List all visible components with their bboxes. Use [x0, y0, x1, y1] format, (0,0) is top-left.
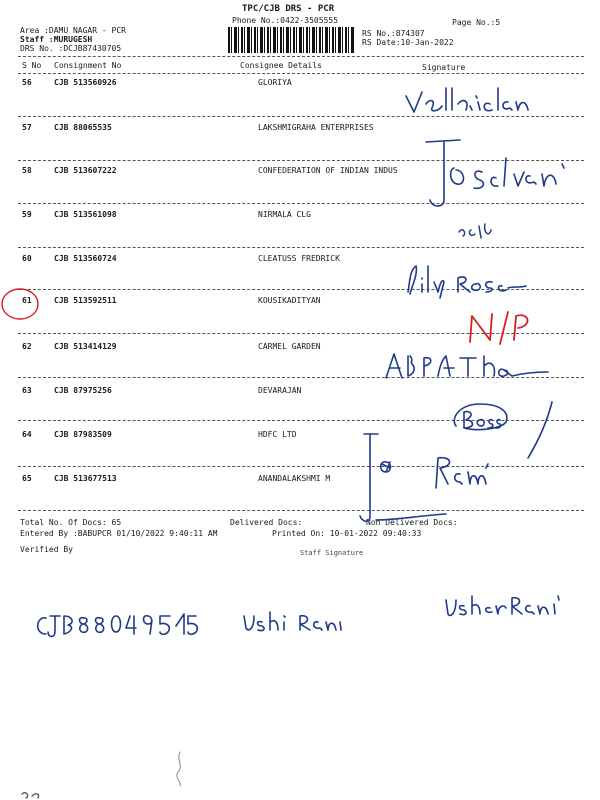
- col-header-consignment: Consignment No: [54, 61, 122, 70]
- row-consignee: LAKSHMIGRAHA ENTERPRISES: [258, 123, 374, 132]
- row-sno: 64: [22, 430, 32, 439]
- row-divider: [18, 160, 584, 161]
- staff-signature-label: Staff Signature: [300, 549, 364, 557]
- row-consignee: KOUSIKADITYAN: [258, 296, 321, 305]
- margin-scribble-mark: [166, 748, 196, 788]
- handwritten-consignment-number: [30, 608, 210, 644]
- staff-label: Staff :MURUGESH: [20, 35, 93, 44]
- row-consignment-no: CJB 513592511: [54, 296, 117, 305]
- row-sno: 63: [22, 386, 32, 395]
- row-consignee: HDFC LTD: [258, 430, 297, 439]
- row-consignee: DEVARAJAN: [258, 386, 302, 395]
- area-label: Area :DAMU NAGAR - PCR: [20, 26, 126, 35]
- row-consignment-no: CJB 513677513: [54, 474, 117, 483]
- printed-on: Printed On: 10-01-2022 09:40:33: [272, 529, 422, 538]
- row-sno: 57: [22, 123, 32, 132]
- signature-row-65: [356, 428, 506, 528]
- signature-row-61: [462, 308, 562, 348]
- row-sno: 56: [22, 78, 32, 87]
- row-consignee: ANANDALAKSHMI M: [258, 474, 331, 483]
- col-header-sno: S No: [22, 61, 42, 70]
- row-consignment-no: CJB 88065535: [54, 123, 112, 132]
- row-consignee: GLORIYA: [258, 78, 292, 87]
- barcode: [228, 27, 354, 53]
- row-sno: 62: [22, 342, 32, 351]
- non-delivered-docs: Non Delivered Docs:: [366, 518, 458, 527]
- phone-number: Phone No.:0422-3505555: [232, 16, 338, 25]
- row-divider: [18, 289, 584, 290]
- column-header-rule: [18, 73, 584, 74]
- row-divider: [18, 420, 584, 421]
- signature-row-60: [400, 258, 540, 300]
- row-consignment-no: CJB 87975256: [54, 386, 112, 395]
- margin-scribble-mark: [18, 786, 48, 800]
- signature-row-62: [380, 348, 560, 384]
- row-sno: 59: [22, 210, 32, 219]
- col-header-consignee: Consignee Details: [240, 61, 322, 70]
- page-number: Page No.:5: [452, 18, 501, 27]
- delivered-docs: Delivered Docs:: [230, 518, 303, 527]
- row-consignment-no: CJB 513607222: [54, 166, 117, 175]
- drs-number: DRS No. :DCJB87430705: [20, 44, 122, 53]
- row-divider: [18, 247, 584, 248]
- row-consignee: CARMEL GARDEN: [258, 342, 321, 351]
- header-rule: [18, 56, 584, 57]
- row-consignee: NIRMALA CLG: [258, 210, 311, 219]
- report-title: TPC/CJB DRS - PCR: [242, 4, 335, 14]
- row-sno: 60: [22, 254, 32, 263]
- row-consignment-no: CJB 513561098: [54, 210, 117, 219]
- row-sno: 61: [22, 296, 32, 305]
- row-consignment-no: CJB 513560926: [54, 78, 117, 87]
- entered-by: Entered By :BABUPCR 01/10/2022 9:40:11 AM: [20, 529, 218, 538]
- row-consignment-no: CJB 87983509: [54, 430, 112, 439]
- rs-number: RS No.:874307: [362, 29, 425, 38]
- row-divider: [18, 377, 584, 378]
- signature-row-63: [440, 398, 580, 470]
- row-divider: [18, 116, 584, 117]
- row-sno: 58: [22, 166, 32, 175]
- total-docs: Total No. Of Docs: 65: [20, 518, 122, 527]
- row-consignee: CONFEDERATION OF INDIAN INDUS: [258, 166, 398, 175]
- handwritten-signature-usherani: [440, 592, 580, 622]
- row-consignment-no: CJB 513414129: [54, 342, 117, 351]
- row-sno: 65: [22, 474, 32, 483]
- handwritten-signature-ushi-rani: [240, 608, 350, 638]
- col-header-signature: Signature: [422, 63, 466, 72]
- row-divider: [18, 333, 584, 334]
- verified-by: Verified By: [20, 545, 73, 554]
- row-consignee: CLEATUSS FREDRICK: [258, 254, 340, 263]
- row-consignment-no: CJB 513560724: [54, 254, 117, 263]
- row-divider: [18, 466, 584, 467]
- row-divider: [18, 203, 584, 204]
- signature-row-58: [420, 134, 590, 214]
- signature-row-59: [455, 212, 505, 242]
- row-divider: [18, 510, 584, 511]
- rs-date: RS Date:10-Jan-2022: [362, 38, 454, 47]
